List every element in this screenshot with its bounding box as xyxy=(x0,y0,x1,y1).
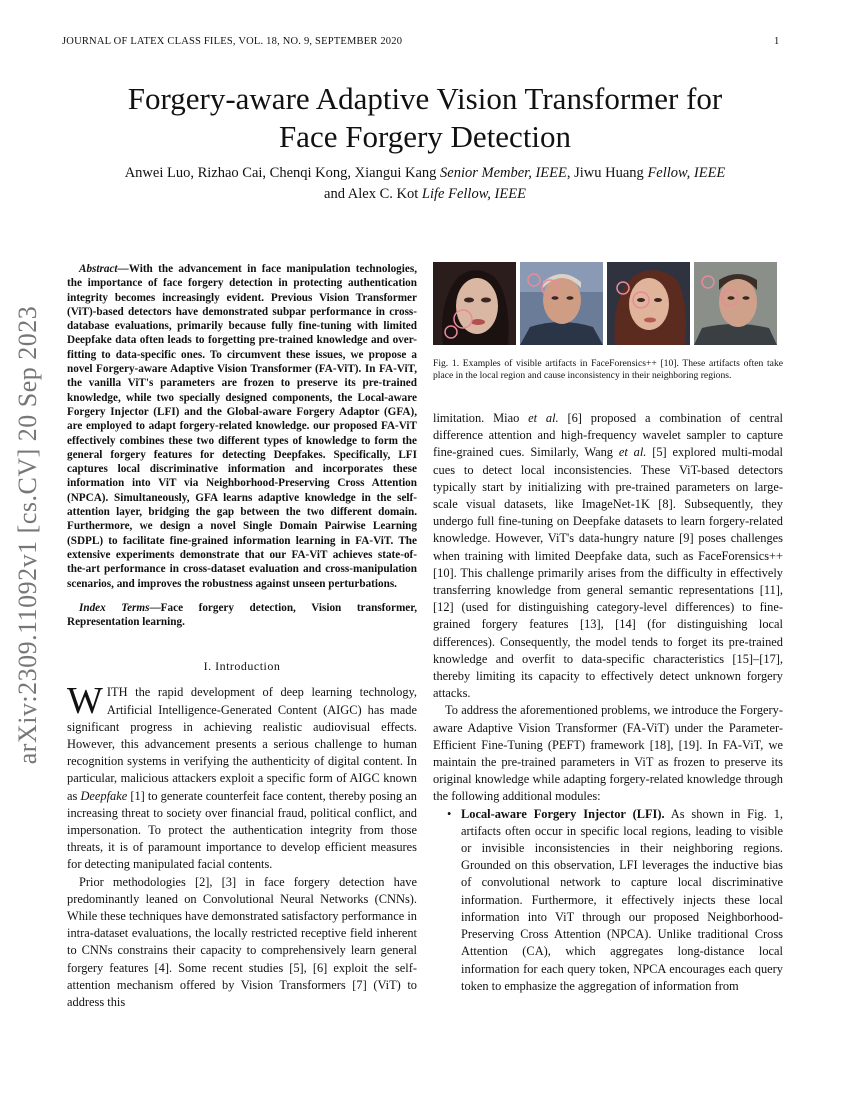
right-paragraph-1 xyxy=(433,410,783,702)
intro-paragraph-2: Prior methodologies [2], [3] in face forgery detection have predominantly leaned on Convolutional Neural Networks (CNNs). While these techniques have demonstrated satisfactory performance in intra-dataset evaluations, the locally restricted receptive field inherent to CNNs constrains their capacity to comprehensively learn general forgery features [4]. Some recent studies [5], [6] exploit the self-attention mechanism offered by Vision Transformers [7] (ViT) to address this xyxy=(67,874,417,1010)
author-role-1: Senior Member, IEEE xyxy=(440,165,567,181)
rp1-a: limitation. Miao xyxy=(433,411,529,425)
paper-title xyxy=(60,80,790,156)
arxiv-stamp xyxy=(8,290,48,780)
face-image-1 xyxy=(433,262,516,345)
intro-p1-emphasis: Deepfake xyxy=(80,788,128,803)
rp1-b: [6] proposed a combination of central difference attention and high-frequency wavelet sampler to capture fine-grained cues. Similarly, Wang xyxy=(433,411,783,460)
intro-p1-lead: ITH the rapid development of deep learning technology, Artificial Intelligence-Generated Content (AIGC) has made significant progress in achieving realistic audiovisual effects. However, this advancement presents a serious challenge to human recognition systems in verifying the authenticity of digital content. In particular, malicious attackers exploit a specific form of AIGC known as xyxy=(67,685,417,803)
author-line-1 xyxy=(60,163,790,184)
bullet-1-text: As shown in Fig. 1, artifacts often occur in specific local regions, leading to visible or invisible inconsistencies in their neighboring regions. Grounded on this observation, LFI leverages the inductive bias of convolutional network to capture local discriminative information. Furthermore, it effectively injects these local information into ViT through our proposed Neighborhood-Preserving Cross Attention (NPCA). Unlike traditional Cross Attention (CA), which aggregates long-distance local information for each query token, NPCA encourages each query token to emphasize the aggregation of information from xyxy=(461,806,783,993)
bullet-icon: • xyxy=(447,806,452,821)
abstract xyxy=(67,262,417,591)
title-line-2: Face Forgery Detection xyxy=(278,119,572,154)
author-names-2: , Jiwu Huang xyxy=(566,165,644,181)
figure-1 xyxy=(433,262,783,345)
list-item xyxy=(433,806,783,995)
index-terms xyxy=(67,601,417,630)
module-list xyxy=(433,806,783,995)
right-column xyxy=(433,262,783,995)
index-terms-label: Index Terms xyxy=(79,601,150,614)
rp1-c: [5] explored multi-modal cues to detect local inconsistencies. These ViT-based detectors typically start by initializing with pre-trained parameters on large-scale visual datasets, like ImageNet-1K [8]. Subsequently, they undergo full fine-tuning on Deepfake datasets to learn forgery-related knowledge. However, ViT's data-hungry nature [9] poses challenges when training with limited Deepfake data, such as FaceForensics++ [10]. This challenge primarily arises from the difficulty in effectively transferring knowledge from general semantic representations [11], [12] (used for distinguishing category-level differences) to fine-grained forgery features [13], [14] (for distinguishing local differences). Consequently, the model tends to forget its pre-trained knowledge and overfit to data-specific characteristics [15]–[17], thereby limiting its capacity to effectively detect unknown forgery attacks. xyxy=(433,445,783,701)
intro-p1-tail: [1] to generate counterfeit face content, thereby posing an increasing threat to society over financial fraud, political conflict, and impersonation. To protect the authentication integrity from those threats, it is of paramount importance to develop efficient measures for detecting manipulated facial contents. xyxy=(67,788,417,872)
rp1-em-2: et al. xyxy=(618,445,647,460)
author-line-2 xyxy=(60,184,790,205)
page-number: 1 xyxy=(774,36,780,47)
face-image-2 xyxy=(520,262,603,345)
abstract-text: —With the advancement in face manipulation technologies, the importance of face forgery detection in protecting authentication integrity becomes increasingly evident. Previous Vision Transformer (ViT)-based detectors have demonstrated subpar performance in cross-database evaluations, primarily because fully fine-tuning with limited Deepfake data often leads to forgetting pre-trained knowledge and over-fitting to data-specific ones. To circumvent these issues, we propose a novel Forgery-aware Adaptive Vision Transformer (FA-ViT). In FA-ViT, the vanilla ViT's parameters are frozen to preserve its pre-trained knowledge, while two specially designed components, the Local-aware Forgery Injector (LFI) and the Global-aware Forgery Adaptor (GFA), are employed to adapt forgery-related knowledge. our proposed FA-ViT effectively combines these two different types of knowledge to form the general forgery features for detecting Deepfakes. Specifically, LFI captures local discriminative information and incorporates these information into ViT via Neighborhood-Preserving Cross Attention (NPCA). Simultaneously, GFA learns adaptive knowledge in the self-attention layer, bridging the gap between the two different domain. Furthermore, we design a novel Single Domain Pairwise Learning (SDPL) to facilitate fine-grained information learning in FA-ViT. The extensive experiments demonstrate that our FA-ViT achieves state-of-the-art performance in cross-dataset evaluation and cross-manipulation scenarios, and improves the robustness against unseen perturbations. xyxy=(67,263,417,590)
author-names-1: Anwei Luo, Rizhao Cai, Chenqi Kong, Xiangui Kang xyxy=(124,165,437,181)
drop-cap: W xyxy=(67,680,103,723)
section-heading-introduction: I. Introduction xyxy=(203,659,281,674)
author-role-3: Life Fellow, IEEE xyxy=(421,186,526,202)
bullet-1-title: Local-aware Forgery Injector (LFI). xyxy=(461,806,665,821)
title-line-1: Forgery-aware Adaptive Vision Transformer for xyxy=(127,81,723,116)
rp1-em-1: et al. xyxy=(528,411,559,425)
face-image-3 xyxy=(607,262,690,345)
running-header: JOURNAL OF LATEX CLASS FILES, VOL. 18, NO. 9, SEPTEMBER 2020 xyxy=(62,36,403,47)
author-list xyxy=(60,163,790,205)
abstract-label: Abstract xyxy=(79,263,118,275)
face-image-4 xyxy=(694,262,777,345)
right-paragraph-2: To address the aforementioned problems, we introduce the Forgery-aware Adaptive Vision Transformer (FA-ViT) under the Parameter-Efficient Fine-Tuning (PEFT) framework [18], [19]. In FA-ViT, we maintain the pre-trained parameters in ViT as frozen to preserve its original knowledge while adapting forgery-related knowledge through the following additional modules: xyxy=(433,703,783,804)
arxiv-identifier: arXiv:2309.11092v1 [cs.CV] 20 Sep 2023 xyxy=(13,305,42,765)
left-column xyxy=(67,262,417,1011)
intro-paragraph-1 xyxy=(67,680,417,873)
figure-caption: Fig. 1. Examples of visible artifacts in FaceForensics++ [10]. These artifacts often take place in the local region and cause inconsistency in their neighboring regions. xyxy=(433,358,783,381)
author-role-2: Fellow, IEEE xyxy=(647,165,726,181)
author-names-3: and Alex C. Kot xyxy=(324,186,419,202)
index-terms-text: —Face forgery detection, Vision transformer, Representation learning. xyxy=(67,601,417,629)
